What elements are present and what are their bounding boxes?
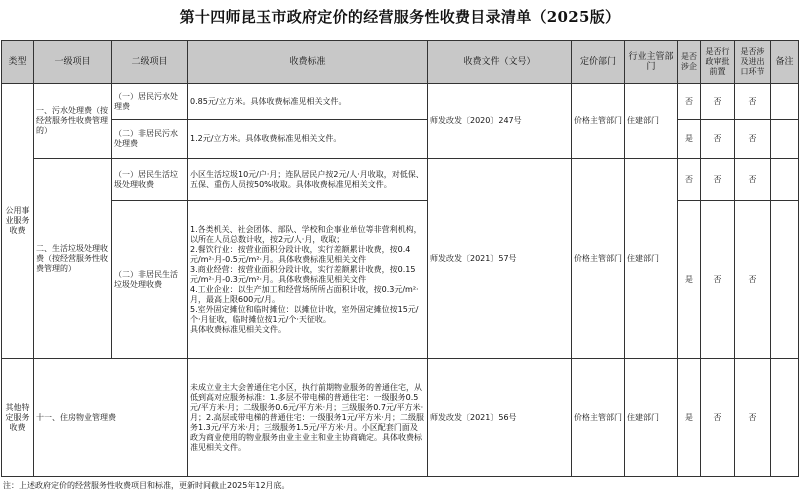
table-row: [2, 159, 799, 201]
pricing-dept-cell: 价格主管部门: [572, 159, 625, 359]
header-level2: 二级项目: [112, 41, 188, 84]
standard-cell: 1.2元/立方米。具体收费标准见相关文件。: [188, 120, 428, 159]
table-row: [2, 201, 799, 359]
needs-approval-cell: 否: [701, 201, 735, 359]
import-export-cell: 否: [735, 201, 771, 359]
remarks-cell: [771, 359, 799, 477]
table-row: [2, 84, 799, 120]
header-involves-enterprise: 是否涉企: [678, 41, 701, 84]
header-document: 收费文件（文号）: [428, 41, 572, 84]
header-import-export: 是否涉及进出口环节: [735, 41, 771, 84]
fee-catalog-table: [1, 40, 799, 477]
document-cell: 师发改发〔2020〕247号: [428, 84, 572, 159]
involves-enterprise-cell: 是: [678, 120, 701, 159]
import-export-cell: 否: [735, 84, 771, 120]
table-row: [2, 120, 799, 159]
table-row: [2, 359, 799, 477]
needs-approval-cell: 否: [701, 120, 735, 159]
pricing-dept-cell: 价格主管部门: [572, 359, 625, 477]
header-level1: 一级项目: [34, 41, 112, 84]
remarks-cell: [771, 120, 799, 159]
header-needs-approval: 是否行政审批前置: [701, 41, 735, 84]
industry-dept-cell: 住建部门: [625, 84, 678, 159]
footnote: 注：上述政府定价的经营服务性收费项目和标准，更新时间截止2025年12月底。: [3, 481, 290, 490]
standard-cell: 1.各类机关、社会团体、部队、学校和企事业单位等非营利机构，以所在人员总数计收，按2元/人·月，收取； 2.餐饮行业：按营业面积分段计收，实行差额累计收费，按0.4元/m²·月-0.5元/m²·月。具体收费标准见相关文件 3.商业经营：按营业面积分段计收，实行差额累计收费，按0.15元/m²·月-0.3元/m²·月。具体收费标准见相关文件 4.工业企业：以生产加工和经营场所所占面积计收，按0.3元/m²·月，最高上限600元/月。 5.室外固定摊位和临时摊位：以摊位计收，室外固定摊位按15元/个·月征收，临时摊位按1元/个·天征收。 具体收费标准见相关文件。: [188, 201, 428, 359]
involves-enterprise-cell: 否: [678, 159, 701, 201]
fee-table-container: [1, 40, 799, 477]
level1-cell: 十一、住房物业管理费: [34, 359, 188, 477]
level1-cell: 二、生活垃圾处理收费（按经营服务性收费管理的）: [34, 159, 112, 359]
standard-cell: 0.85元/立方米。具体收费标准见相关文件。: [188, 84, 428, 120]
level2-cell: （一）居民生活垃圾处理收费: [112, 159, 188, 201]
type-cell: 公用事业服务收费: [2, 84, 34, 359]
needs-approval-cell: 否: [701, 84, 735, 120]
remarks-cell: [771, 201, 799, 359]
header-type: 类型: [2, 41, 34, 84]
involves-enterprise-cell: 否: [678, 84, 701, 120]
involves-enterprise-cell: 是: [678, 201, 701, 359]
needs-approval-cell: 否: [701, 159, 735, 201]
import-export-cell: 否: [735, 120, 771, 159]
header-industry-dept: 行业主管部门: [625, 41, 678, 84]
level2-cell: （二）非居民生活垃圾处理收费: [112, 201, 188, 359]
header-standard: 收费标准: [188, 41, 428, 84]
document-cell: 师发改发〔2021〕56号: [428, 359, 572, 477]
industry-dept-cell: 住建部门: [625, 359, 678, 477]
type-cell: 其他特定服务收费: [2, 359, 34, 477]
standard-cell: 小区生活垃圾10元/户·月；连队居民户按2元/人·月收取，对低保、五保、重伤人员按50%收取。具体收费标准见相关文件。: [188, 159, 428, 201]
remarks-cell: [771, 159, 799, 201]
import-export-cell: 否: [735, 159, 771, 201]
industry-dept-cell: 住建部门: [625, 159, 678, 359]
remarks-cell: [771, 84, 799, 120]
header-pricing-dept: 定价部门: [572, 41, 625, 84]
import-export-cell: 否: [735, 359, 771, 477]
document-cell: 师发改发〔2021〕57号: [428, 159, 572, 359]
needs-approval-cell: 否: [701, 359, 735, 477]
page-title: 第十四师昆玉市政府定价的经营服务性收费目录清单（2025版）: [179, 8, 621, 26]
level1-cell: 一、污水处理费（按经营服务性收费管理的）: [34, 84, 112, 159]
table-header-row: [2, 41, 799, 84]
pricing-dept-cell: 价格主管部门: [572, 84, 625, 159]
header-remarks: 备注: [771, 41, 799, 84]
standard-cell: 未成立业主大会普通住宅小区，执行前期物业服务的普通住宅，从低到高对应服务标准：1.多层不带电梯的普通住宅：一级服务0.5元/平方米·月；二级服务0.6元/平方米·月；三级服务0.7元/平方米·月；2.高层或带电梯的普通住宅：一级服务1元/平方米·月；二级服务1.3元/平方米·月；三级服务1.5元/平方米·月。小区配套门面及政为商业使用的物业服务由业主业主和业主协商确定。具体收费标准见相关文件。: [188, 359, 428, 477]
level2-cell: （二）非居民污水处理费: [112, 120, 188, 159]
involves-enterprise-cell: 是: [678, 359, 701, 477]
level2-cell: （一）居民污水处理费: [112, 84, 188, 120]
